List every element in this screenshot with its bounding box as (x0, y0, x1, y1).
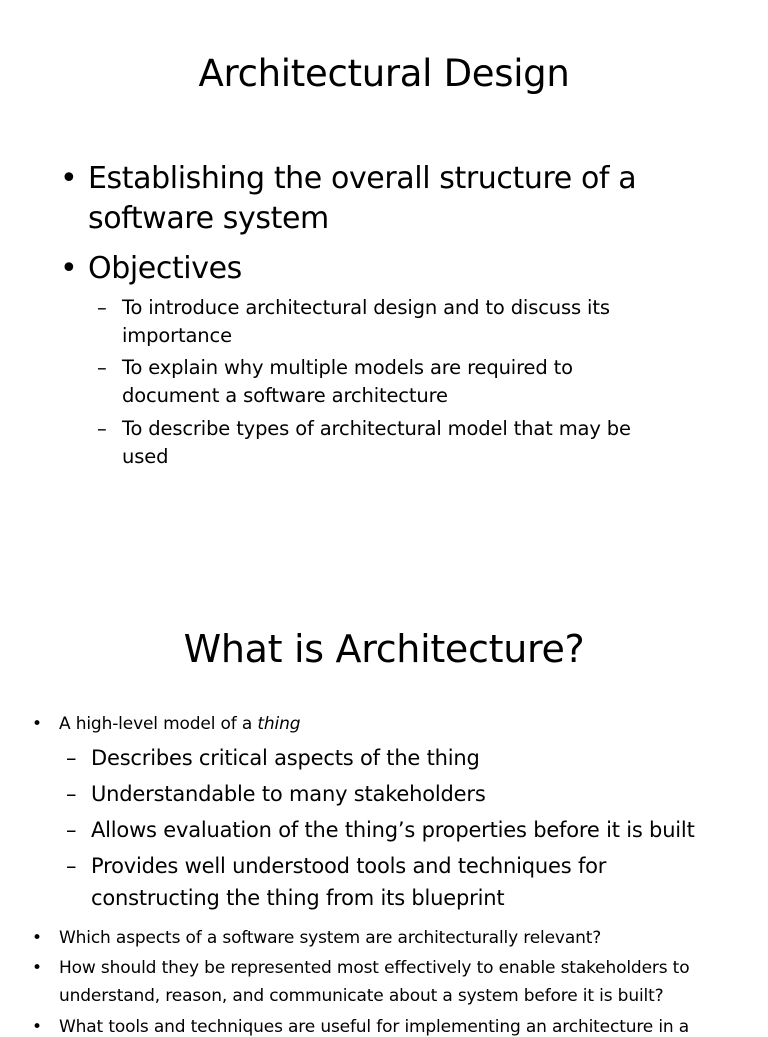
sub-bullet-text-line: constructing the thing from its blueprint (91, 886, 505, 910)
slide-architectural-design (0, 0, 768, 512)
sub-bullet-marker: – (97, 356, 107, 379)
sub-bullet-marker: – (66, 746, 77, 770)
bullet-text-prefix: A high-level model of a (59, 714, 258, 734)
bullet-marker: • (32, 958, 42, 978)
sub-bullet-text-line: Provides well understood tools and techniques for (91, 854, 607, 878)
sub-bullet-text-line: To explain why multiple models are required to (122, 356, 573, 379)
sub-bullet-text-line: Understandable to many stakeholders (91, 782, 486, 806)
bullet-text-line: Which aspects of a software system are architecturally relevant? (59, 928, 602, 948)
sub-bullet-marker: – (66, 782, 77, 806)
sub-bullet-text-line: document a software architecture (122, 384, 448, 407)
sub-bullet-text-line: To describe types of architectural model that may be (122, 417, 631, 440)
bullet-marker: • (32, 928, 42, 948)
bullet-text-line: How should they be represented most effectively to enable stakeholders to (59, 958, 690, 978)
bullet-text-line (59, 714, 300, 734)
bullet-marker: • (60, 161, 78, 196)
sub-bullet-text-line: importance (122, 324, 232, 347)
bullet-text-line: Establishing the overall structure of a (88, 161, 637, 196)
slide-title: What is Architecture? (183, 627, 585, 671)
sub-bullet-text-line: Describes critical aspects of the thing (91, 746, 480, 770)
bullet-marker: • (60, 251, 78, 286)
sub-bullet-text-line: To introduce architectural design and to discuss its (122, 296, 610, 319)
sub-bullet-text-line: used (122, 445, 169, 468)
bullet-text-line: understand, reason, and communicate about a system before it is built? (59, 986, 664, 1006)
bullet-text-line: software system (88, 201, 329, 236)
sub-bullet-marker: – (66, 854, 77, 878)
slide-title: Architectural Design (198, 52, 570, 95)
sub-bullet-marker: – (97, 417, 107, 440)
sub-bullet-marker: – (97, 296, 107, 319)
sub-bullet-text-line: Allows evaluation of the thing’s properties before it is built (91, 818, 695, 842)
slide-what-is-architecture (0, 600, 768, 1037)
sub-bullet-marker: – (66, 818, 77, 842)
bullet-text-emphasis: thing (257, 714, 301, 734)
bullet-text-line: What tools and techniques are useful for implementing an architecture in a (59, 1017, 690, 1037)
bullet-marker: • (32, 1017, 42, 1037)
bullet-marker: • (32, 714, 42, 734)
bullet-text-line: Objectives (88, 251, 242, 286)
